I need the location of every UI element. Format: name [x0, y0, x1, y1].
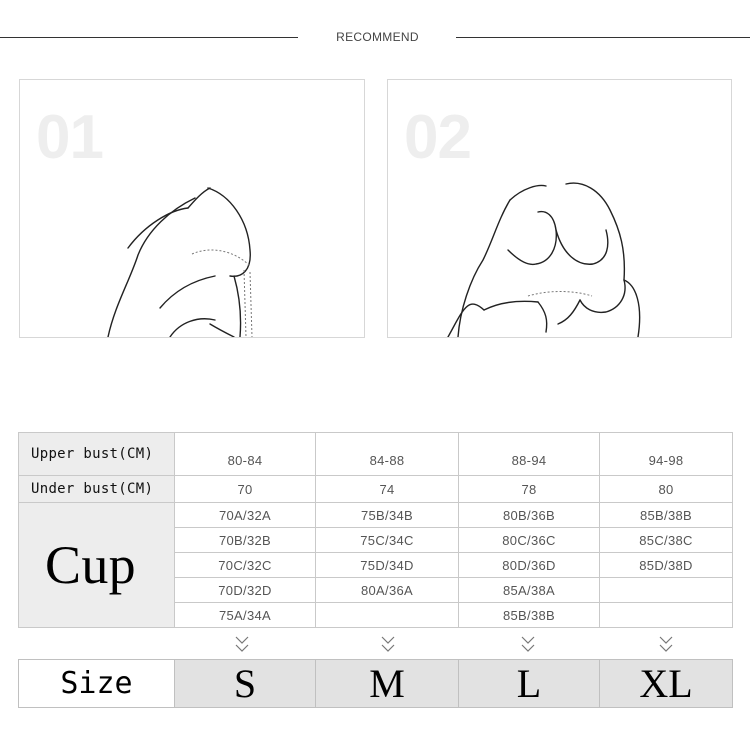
step-number: 02 — [404, 103, 471, 172]
under-bust-measurement-illustration — [388, 80, 731, 337]
size-value: L — [459, 660, 600, 708]
double-chevron-down-icon — [520, 634, 536, 656]
upper-bust-row — [19, 433, 733, 476]
cup-value: 70D/32D — [175, 578, 316, 603]
size-value: XL — [600, 660, 733, 708]
upper-bust-label: Upper bust(CM) — [19, 433, 175, 476]
arrows-row — [18, 634, 732, 658]
upper-bust-value: 84-88 — [316, 433, 459, 476]
cup-value — [600, 578, 733, 603]
double-chevron-down-icon — [380, 634, 396, 656]
cup-value: 70A/32A — [175, 503, 316, 528]
measure-step-2-panel — [387, 79, 732, 338]
upper-bust-measurement-illustration — [20, 80, 364, 337]
cup-value: 75B/34B — [316, 503, 459, 528]
under-bust-value: 78 — [459, 476, 600, 503]
cup-value: 80A/36A — [316, 578, 459, 603]
cup-value: 85B/38B — [459, 603, 600, 628]
cup-value: 70B/32B — [175, 528, 316, 553]
size-value: S — [175, 660, 316, 708]
under-bust-label: Under bust(CM) — [19, 476, 175, 503]
upper-bust-value: 88-94 — [459, 433, 600, 476]
header-divider-left — [0, 37, 298, 38]
cup-value: 85B/38B — [600, 503, 733, 528]
measure-step-1-panel — [19, 79, 365, 338]
header-title: RECOMMEND — [336, 30, 419, 44]
under-bust-value: 80 — [600, 476, 733, 503]
double-chevron-down-icon — [658, 634, 674, 656]
cup-value: 80C/36C — [459, 528, 600, 553]
cup-value: 75C/34C — [316, 528, 459, 553]
double-chevron-down-icon — [234, 634, 250, 656]
size-row-table — [18, 659, 733, 708]
under-bust-row — [19, 476, 733, 503]
under-bust-value: 70 — [175, 476, 316, 503]
cup-value: 80B/36B — [459, 503, 600, 528]
cup-value — [316, 603, 459, 628]
cup-value — [600, 603, 733, 628]
upper-bust-value: 94-98 — [600, 433, 733, 476]
upper-bust-value: 80-84 — [175, 433, 316, 476]
under-bust-value: 74 — [316, 476, 459, 503]
cup-label: Cup — [19, 503, 175, 628]
cup-value: 80D/36D — [459, 553, 600, 578]
size-chart-table — [18, 432, 733, 628]
size-row — [19, 660, 733, 708]
cup-value: 75A/34A — [175, 603, 316, 628]
cup-value: 70C/32C — [175, 553, 316, 578]
size-value: M — [316, 660, 459, 708]
cup-value: 85D/38D — [600, 553, 733, 578]
cup-value: 85A/38A — [459, 578, 600, 603]
size-label: Size — [19, 660, 175, 708]
section-header — [0, 26, 750, 50]
cup-value: 75D/34D — [316, 553, 459, 578]
cup-value: 85C/38C — [600, 528, 733, 553]
header-divider-right — [456, 37, 750, 38]
step-number: 01 — [36, 103, 103, 172]
cup-row — [19, 503, 733, 528]
